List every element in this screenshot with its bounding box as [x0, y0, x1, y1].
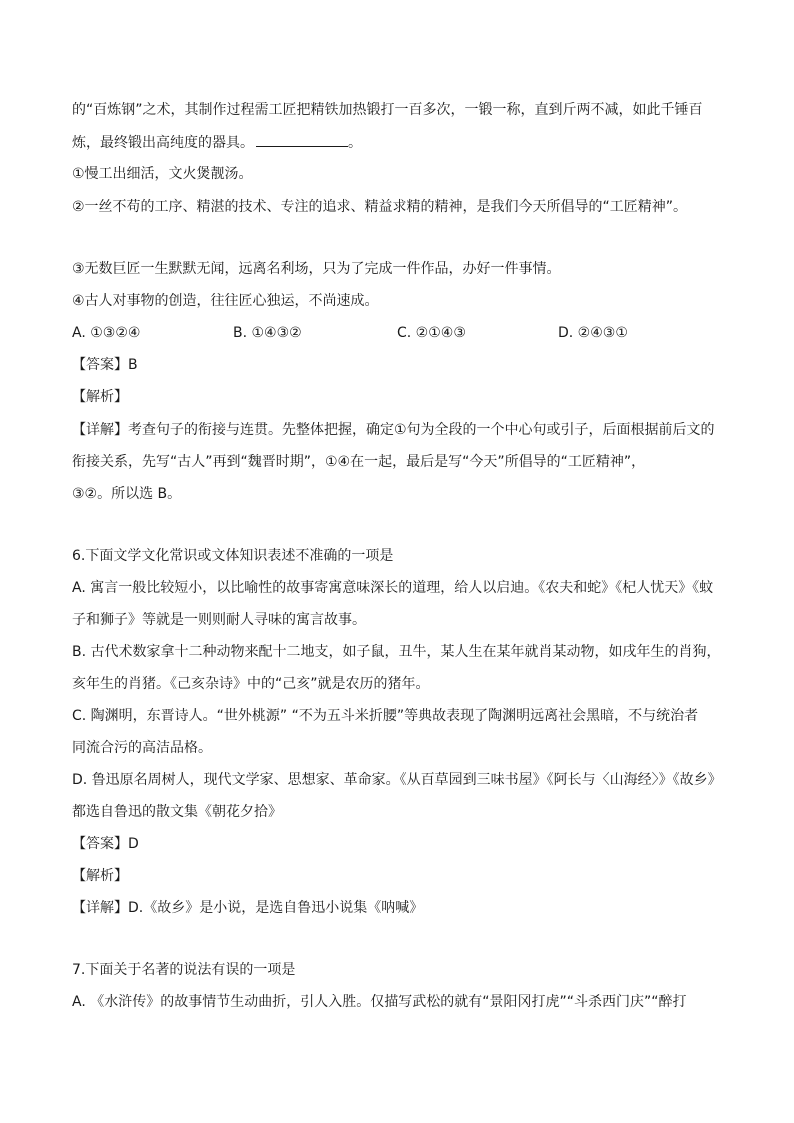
answer-blank [256, 132, 348, 147]
q5-detail-line-3: ③②。所以选 B。 [72, 486, 182, 502]
q5-detail-line-1: 【详解】考查句子的衔接与连贯。先整体把握，确定①句为全段的一个中心句或引子，后面根据前后文的 [72, 422, 715, 438]
q5-text-line-2-end: 。 [348, 135, 362, 151]
q5-text-line-1: 的“百炼钢”之术，其制作过程需工匠把精铁加热锻打一百多次，一锻一称，直到斤两不减，如此千锤百 [72, 102, 703, 118]
q5-sentence-3: ③无数巨匠一生默默无闻，远离名利场，只为了完成一件作品，办好一件事情。 [72, 261, 561, 277]
q7-option-a-line-1: A. 《水浒传》的故事情节生动曲折，引人入胜。仅描写武松的就有“景阳冈打虎”“斗杀西门庆”“醉打 [72, 994, 687, 1010]
q6-detail: 【详解】D.《故乡》是小说，是选自鲁迅小说集《呐喊》 [72, 900, 424, 916]
q5-option-c: C. ②①④③ [397, 325, 466, 341]
q5-option-a: A. ①③②④ [72, 325, 141, 341]
q5-detail-line-2: 衔接关系，先写“古人”再到“魏晋时期”，①④在一起，最后是写“今天”所倡导的“工匠精神”， [72, 454, 646, 470]
q5-text-line-2 [72, 132, 362, 153]
q6-stem: 6.下面文学文化常识或文体知识表述不准确的一项是 [72, 548, 394, 564]
q5-text-line-2-lead: 炼，最终锻出高纯度的器具。 [72, 135, 254, 151]
q6-analysis: 【解析】 [72, 868, 128, 884]
q6-option-d-line-2: 都选自鲁迅的散文集《朝花夕拾》 [72, 804, 282, 820]
q5-sentence-2: ②一丝不苟的工序、精湛的技术、专注的追求、精益求精的精神，是我们今天所倡导的“工匠精神”。 [72, 199, 688, 215]
q5-option-b: B. ①④③② [233, 325, 302, 341]
q6-answer: 【答案】D [72, 836, 139, 852]
q5-answer: 【答案】B [72, 357, 138, 373]
q6-option-c-line-1: C. 陶渊明，东晋诗人。“世外桃源” “不为五斗米折腰”等典故表现了陶渊明远离社会黑暗，不与统治者 [72, 708, 699, 724]
q7-stem: 7.下面关于名著的说法有误的一项是 [72, 962, 296, 978]
q5-analysis: 【解析】 [72, 389, 128, 405]
q6-option-a-line-2: 子和狮子》等就是一则则耐人寻味的寓言故事。 [72, 612, 366, 628]
q5-sentence-1: ①慢工出细活，文火煲靓汤。 [72, 166, 253, 182]
q6-option-d-line-1: D. 鲁迅原名周树人，现代文学家、思想家、革命家。《从百草园到三味书屋》《阿长与〈山海经〉》《故乡》 [72, 772, 722, 788]
q5-sentence-4: ④古人对事物的创造，往往匠心独运，不尚速成。 [72, 293, 379, 309]
q6-option-b-line-2: 亥年生的肖猪。《己亥杂诗》中的“己亥”就是农历的猪年。 [72, 676, 430, 692]
q6-option-c-line-2: 同流合污的高洁品格。 [72, 740, 212, 756]
q6-option-b-line-1: B. 古代术数家拿十二种动物来配十二地支，如子鼠，丑牛，某人生在某年就肖某动物，如戌年生的肖狗， [72, 644, 721, 660]
q5-option-d: D. ②④③① [558, 325, 628, 341]
q6-option-a-line-1: A. 寓言一般比较短小，以比喻性的故事寄寓意味深长的道理，给人以启迪。《农夫和蛇》《杞人忧天》《蚊 [72, 580, 714, 596]
